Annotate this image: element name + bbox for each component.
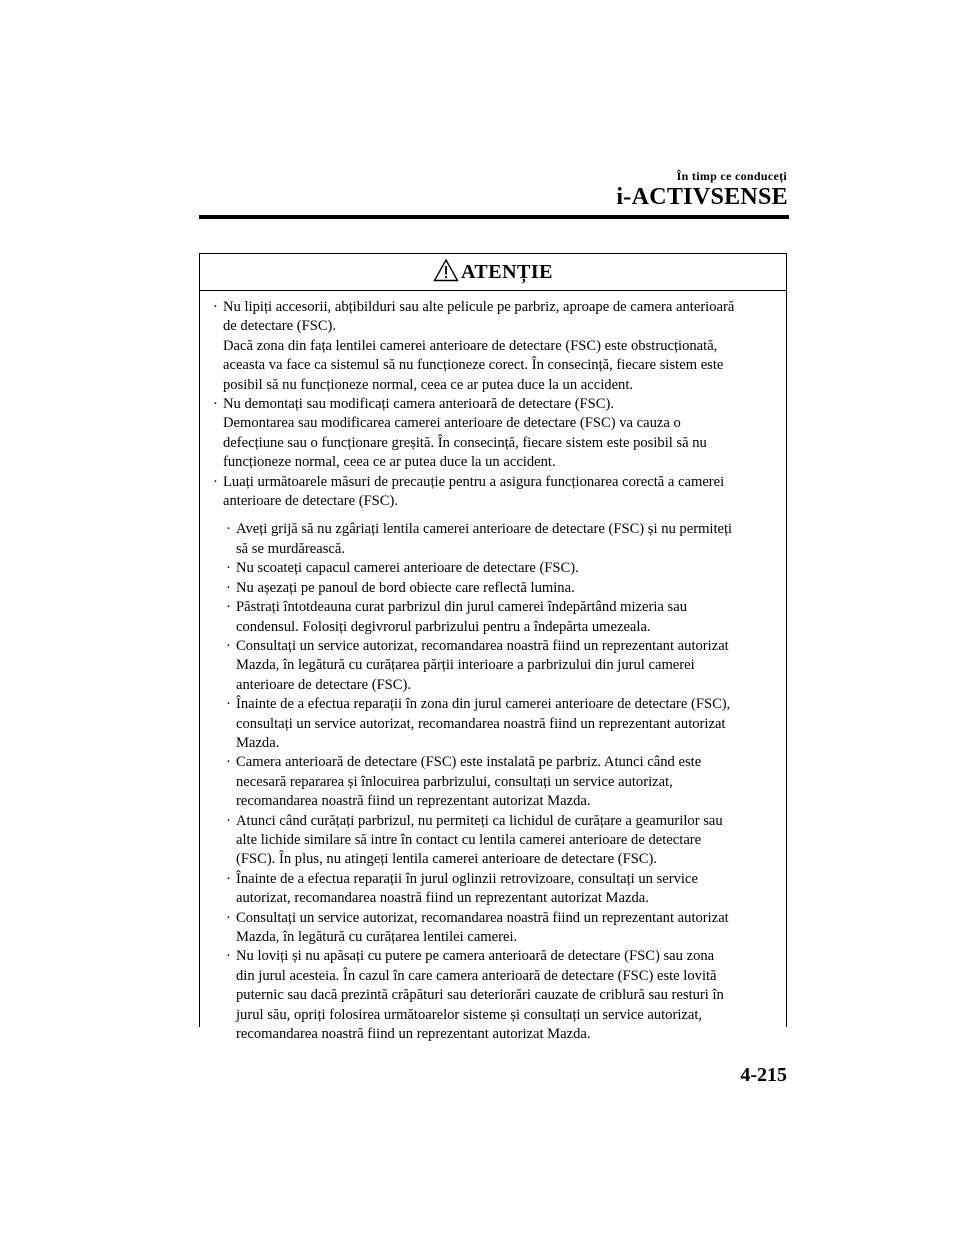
- caution-subitem: [224, 695, 772, 753]
- caution-subitem: [224, 637, 772, 695]
- page-number: 4-215: [740, 1064, 787, 1086]
- text-line: Dacă zona din fața lentilei camerei anterioare de detectare (FSC) este obstrucționată,: [223, 337, 718, 354]
- warning-triangle-icon: [433, 258, 459, 282]
- text-line: consultați un service autorizat, recomandarea noastră fiind un reprezentant autorizat: [236, 715, 726, 732]
- caution-item: [211, 395, 772, 473]
- text-line: Consultați un service autorizat, recomandarea noastră fiind un reprezentant autorizat: [236, 637, 729, 654]
- text-line: recomandarea noastră fiind un reprezentant autorizat Mazda.: [236, 1026, 591, 1043]
- caution-subitem: [224, 598, 772, 637]
- bullet-icon: ·: [226, 560, 231, 577]
- caution-item: [211, 473, 772, 512]
- caution-subitem: [224, 753, 772, 811]
- caution-item: [211, 298, 772, 395]
- text-line: Nu lipiți accesorii, abțibilduri sau alte pelicule pe parbriz, aproape de camera anterioară: [223, 299, 735, 315]
- text-line: Nu așezați pe panoul de bord obiecte care reflectă lumina.: [236, 579, 575, 596]
- text-line: Demontarea sau modificarea camerei anterioare de detectare (FSC) va cauza o: [223, 415, 681, 432]
- text-line: (FSC). În plus, nu atingeți lentila camerei anterioare de detectare (FSC).: [236, 851, 658, 868]
- bullet-icon: ·: [226, 812, 231, 829]
- text-line: Înainte de a efectua reparații în zona din jurul camerei anterioare de detectare (FSC),: [236, 696, 731, 713]
- bullet-icon: ·: [226, 637, 231, 654]
- text-line: alte lichide similare să intre în contact cu lentila camerei anterioare de detectare: [236, 831, 702, 848]
- text-line: autorizat, recomandarea noastră fiind un reprezentant autorizat Mazda.: [236, 890, 649, 907]
- bullet-icon: ·: [213, 396, 218, 413]
- text-line: Mazda.: [236, 734, 280, 751]
- text-line: anterioare de detectare (FSC).: [223, 493, 399, 510]
- bullet-icon: ·: [226, 521, 231, 538]
- text-line: Luați următoarele măsuri de precauție pentru a asigura funcționarea corectă a camerei: [223, 473, 725, 490]
- text-line: Nu demontați sau modificați camera anterioară de detectare (FSC).: [223, 396, 615, 413]
- text-line: funcționeze normal, ceea ce ar putea duce la un accident.: [223, 454, 556, 471]
- chapter-title: i-ACTIVSENSE: [616, 184, 788, 210]
- text-line: Consultați un service autorizat, recomandarea noastră fiind un reprezentant autorizat: [236, 909, 729, 926]
- bullet-icon: ·: [226, 909, 231, 926]
- text-line: Mazda, în legătură cu curățarea lentilei camerei.: [236, 929, 518, 945]
- caution-subitem: [224, 579, 772, 598]
- bullet-icon: ·: [226, 870, 231, 887]
- caution-title: ATENȚIE: [460, 260, 554, 283]
- caution-subitem: [224, 947, 772, 1044]
- text-line: Nu loviți și nu apăsați cu putere pe camera anterioară de detectare (FSC) sau zona: [236, 948, 715, 965]
- caution-subitem: [224, 520, 772, 559]
- text-line: din jurul acesteia. În cazul în care camera anterioară de detectare (FSC) este lovită: [236, 967, 717, 984]
- text-line: necesară repararea și înlocuirea parbrizului, consultați un service autorizat,: [236, 773, 673, 790]
- text-line: defecțiune sau o funcționare greșită. În consecință, fiecare sistem este posibil să nu: [223, 434, 707, 451]
- text-line: puternic sau dacă prezintă crăpături sau deteriorări cauzate de criblură sau resturi în: [236, 987, 724, 1004]
- caution-header: [200, 254, 786, 291]
- bullet-icon: ·: [226, 948, 231, 965]
- caution-sublist: [211, 520, 772, 1044]
- bullet-icon: ·: [226, 579, 231, 596]
- caution-content: [200, 291, 786, 1044]
- bullet-icon: ·: [213, 299, 218, 315]
- text-line: anterioare de detectare (FSC).: [236, 676, 412, 693]
- caution-subitem: [224, 812, 772, 870]
- caution-list: [211, 298, 772, 511]
- bullet-icon: ·: [226, 754, 231, 771]
- text-line: jurul său, opriți folosirea următoarelor sisteme și consultați un service autorizat,: [236, 1006, 703, 1023]
- text-line: Mazda, în legătură cu curățarea părții interioare a parbrizului din jurul camerei: [236, 657, 695, 674]
- section-title: În timp ce conduceți: [676, 169, 787, 183]
- text-line: Păstrați întotdeauna curat parbrizul din jurul camerei îndepărtând mizeria sau: [236, 599, 688, 616]
- text-line: Înainte de a efectua reparații în jurul oglinzii retrovizoare, consultați un service: [236, 870, 698, 887]
- header-divider: [199, 215, 789, 219]
- text-line: condensul. Folosiți degivrorul parbrizului pentru a îndepărta umezeala.: [236, 618, 651, 635]
- text-line: Camera anterioară de detectare (FSC) este instalată pe parbriz. Atunci când este: [236, 754, 702, 771]
- text-line: Aveți grijă să nu zgâriați lentila camerei anterioare de detectare (FSC) și nu permiteți: [236, 521, 733, 538]
- caution-box: [199, 253, 787, 1043]
- text-line: recomandarea noastră fiind un reprezentant autorizat Mazda.: [236, 793, 591, 810]
- bullet-icon: ·: [226, 599, 231, 616]
- text-line: Atunci când curățați parbrizul, nu permiteți ca lichidul de curățare a geamurilor sau: [236, 812, 723, 829]
- caution-subitem: [224, 870, 772, 909]
- text-line: de detectare (FSC).: [223, 318, 337, 335]
- text-line: Nu scoateți capacul camerei anterioare de detectare (FSC).: [236, 560, 579, 577]
- text-line: să se murdărească.: [236, 540, 345, 557]
- bullet-icon: ·: [226, 696, 231, 713]
- caution-subitem: [224, 909, 772, 948]
- caution-subitem: [224, 559, 772, 578]
- bullet-icon: ·: [213, 473, 218, 490]
- text-line: posibil să nu funcționeze normal, ceea ce ar putea duce la un accident.: [223, 376, 634, 393]
- text-line: aceasta va face ca sistemul să nu funcționeze corect. În consecință, fiecare sistem este: [223, 357, 724, 374]
